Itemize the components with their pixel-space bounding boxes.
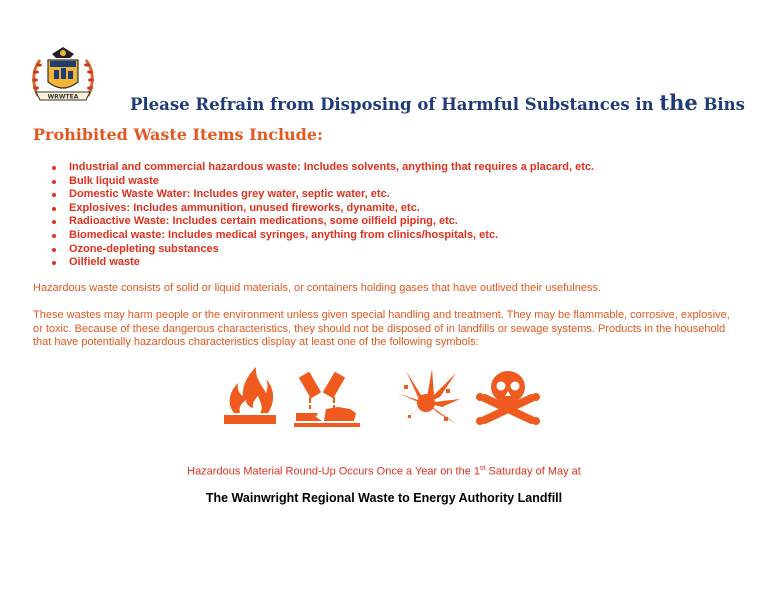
roundup-ordinal: st bbox=[480, 465, 486, 472]
hazard-symbols bbox=[220, 363, 550, 433]
landfill-name: The Wainwright Regional Waste to Energy Authority Landfill bbox=[205, 491, 563, 505]
hazards-explanation-paragraph: These wastes may harm people or the environment unless given special handling and treatment. They may be flammable, corrosive, explosive, or toxic. Because of these dangerous characteristics, they should not be disposed of in landfills or sewage systems. Products in the household that have potentially hazardous characteristics display at least one of the following symbols: bbox=[33, 309, 730, 349]
roundup-text-end: Saturday of May at bbox=[485, 465, 581, 478]
list-item: Domestic Waste Water: Includes grey water, septic water, etc. bbox=[33, 188, 594, 202]
page-title bbox=[130, 90, 745, 115]
list-item: Explosives: Includes ammunition, unused fireworks, dynamite, etc. bbox=[33, 202, 594, 216]
skull-crossbones-icon bbox=[476, 371, 540, 425]
section-heading: Prohibited Waste Items Include: bbox=[33, 125, 323, 144]
explosive-icon bbox=[398, 367, 460, 427]
title-part-2: Bins bbox=[697, 95, 745, 114]
list-item: Bulk liquid waste bbox=[33, 175, 594, 189]
list-item: Oilfield waste bbox=[33, 256, 594, 270]
list-item: Radioactive Waste: Includes certain medications, some oilfield piping, etc. bbox=[33, 215, 594, 229]
title-part-1: Please Refrain from Disposing of Harmful Substances in bbox=[130, 95, 660, 114]
prohibited-items-list bbox=[33, 161, 594, 270]
flame-icon bbox=[224, 367, 276, 424]
title-emphasis: the bbox=[659, 90, 698, 115]
logo-text: WRWTEA bbox=[47, 93, 79, 101]
logo-crest bbox=[30, 44, 96, 110]
roundup-text: Hazardous Material Round-Up Occurs Once a Year on the 1 bbox=[187, 465, 481, 478]
corrosive-icon bbox=[294, 372, 360, 427]
roundup-notice bbox=[0, 465, 768, 478]
hazardous-definition-paragraph: Hazardous waste consists of solid or liquid materials, or containers holding gases that have outlived their usefulness. bbox=[33, 282, 602, 294]
list-item: Industrial and commercial hazardous waste: Includes solvents, anything that requires a placard, etc. bbox=[33, 161, 594, 175]
list-item: Biomedical waste: Includes medical syringes, anything from clinics/hospitals, etc. bbox=[33, 229, 594, 243]
list-item: Ozone-depleting substances bbox=[33, 243, 594, 257]
